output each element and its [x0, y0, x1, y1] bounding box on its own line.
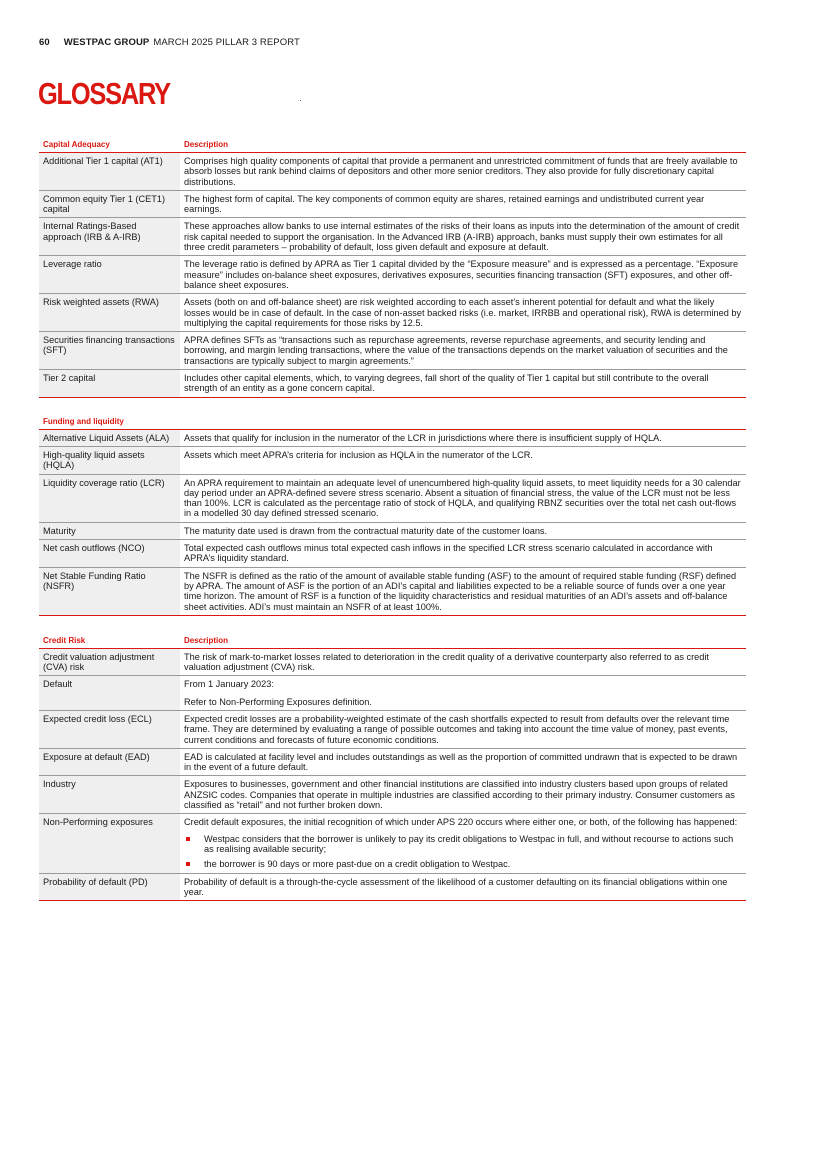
- funding-description-heading: [180, 413, 746, 430]
- capital-adequacy-table: [39, 136, 746, 398]
- table-row: [39, 814, 746, 873]
- capital-term-heading: Capital Adequacy: [39, 136, 180, 153]
- glossary-description: [180, 676, 746, 711]
- description-paragraph: These approaches allow banks to use internal estimates of the risks of their loans as inputs into the determination of the amount of credit risk capital needed to support the organisation. In the Advanced IRB (A-IRB) approach, banks must supply their own estimates for all three credit parameters – probability of default, loss given default and exposure at default.: [184, 221, 740, 253]
- description-paragraph: The maturity date used is drawn from the contractual maturity date of the customer loans.: [184, 525, 548, 536]
- credit-term-heading: Credit Risk: [39, 632, 180, 649]
- bullet-item: [184, 859, 742, 869]
- glossary-term: Leverage ratio: [39, 256, 180, 294]
- glossary-description: [180, 567, 746, 615]
- table-row: [39, 190, 746, 218]
- glossary-term: Industry: [39, 776, 180, 814]
- glossary-description: [180, 153, 746, 191]
- description-paragraph: Comprises high quality components of capital that provide a permanent and unrestricted commitment of funds that are freely available to absorb losses but rank behind claims of depositors and other more senior creditors. They also provide for fully discretionary capital distributions.: [184, 156, 738, 187]
- bullet-text: Westpac considers that the borrower is unlikely to pay its credit obligations to Westpac in full, and without recourse to actions such as realising available security;: [204, 833, 734, 854]
- table-row: [39, 676, 746, 711]
- glossary-description: [180, 218, 746, 256]
- table-row: [39, 710, 746, 748]
- glossary-description: [180, 294, 746, 332]
- glossary-description: [180, 429, 746, 446]
- funding-rows: [39, 429, 746, 615]
- capital-description-heading: Description: [180, 136, 746, 153]
- table-row: [39, 748, 746, 776]
- glossary-term: Net Stable Funding Ratio (NSFR): [39, 567, 180, 615]
- table-row: [39, 429, 746, 446]
- glossary-description: [180, 332, 746, 370]
- funding-liquidity-table: [39, 413, 746, 616]
- glossary-description: [180, 873, 746, 901]
- glossary-description: [180, 540, 746, 568]
- glossary-term: Expected credit loss (ECL): [39, 710, 180, 748]
- description-paragraph: Probability of default is a through-the-cycle assessment of the likelihood of a customer defaulting on its financial obligations within one year.: [184, 876, 728, 897]
- description-paragraph: Exposures to businesses, government and other financial institutions are classified into industry clusters based upon groups of related ANZSIC codes. Companies that operate in multiple industries are classified according to their primary industry. Consumer customers as classified as “retail” and not further broken down.: [184, 779, 735, 811]
- bullet-list: [184, 834, 742, 870]
- bullet-item: [184, 834, 742, 855]
- glossary-term: Liquidity coverage ratio (LCR): [39, 474, 180, 522]
- glossary-term: Default: [39, 676, 180, 711]
- glossary-description: [180, 474, 746, 522]
- description-paragraph: EAD is calculated at facility level and includes outstandings as well as the proportion of committed undrawn that is expected to be drawn in the event of a future default.: [184, 751, 738, 773]
- table-row: [39, 648, 746, 676]
- table-row: [39, 256, 746, 294]
- description-paragraph: The risk of mark-to-market losses related to deterioration in the credit quality of a derivative counterparty also referred to as credit valuation adjustment (CVA) risk.: [184, 651, 709, 673]
- page-title: GLOSSARY: [38, 76, 170, 111]
- glossary-description: [180, 748, 746, 776]
- table-row: [39, 776, 746, 814]
- credit-description-heading: Description: [180, 632, 746, 649]
- glossary-description: [180, 446, 746, 474]
- glossary-term: Common equity Tier 1 (CET1) capital: [39, 190, 180, 218]
- glossary-term: Non-Performing exposures: [39, 814, 180, 873]
- bullet-square-icon: [186, 837, 190, 841]
- glossary-term: Credit valuation adjustment (CVA) risk: [39, 648, 180, 676]
- capital-rows: [39, 153, 746, 398]
- description-paragraph: Includes other capital elements, which, to varying degrees, fall short of the quality of Tier 1 capital but still contribute to the overall strength of an entity as a gone concern capital.: [184, 373, 709, 394]
- table-row: [39, 873, 746, 901]
- glossary-description: [180, 522, 746, 539]
- glossary-description: [180, 814, 746, 873]
- glossary-term: Maturity: [39, 522, 180, 539]
- description-paragraph: From 1 January 2023:: [184, 679, 274, 690]
- description-paragraph: Refer to Non-Performing Exposures definition.: [184, 696, 372, 707]
- glossary-term: Exposure at default (EAD): [39, 748, 180, 776]
- glossary-description: [180, 190, 746, 218]
- table-row: [39, 474, 746, 522]
- glossary-description: [180, 256, 746, 294]
- glossary-term: Probability of default (PD): [39, 873, 180, 901]
- organization-name: WESTPAC GROUP: [63, 37, 150, 48]
- glossary-description: [180, 710, 746, 748]
- description-paragraph: The NSFR is defined as the ratio of the amount of available stable funding (ASF) to the amount of required stable funding (RSF) defined by APRA. The amount of ASF is the portion of an ADI’s capital and liabilities expected to be a reliable source of funds over a one year time horizon. The amount of RSF is a function of the liquidity characteristics and residual maturities of an ADI’s assets and off-balance sheet activities. ADI’s must maintain an NSFR of at least 100%.: [184, 570, 737, 612]
- description-paragraph: An APRA requirement to maintain an adequate level of unencumbered high-quality liquid assets, to meet liquidity needs for a 30 calendar day period under an APRA-defined severe stress scenario. Absent a situation of financial stress, the value of the LCR must not be less than 100%. LCR is calculated as the percentage ratio of stock of HQLA, and qualifying RBNZ securities over the total net cash out-flows in a modelled 30 day defined stressed scenario.: [184, 477, 741, 519]
- table-row: [39, 540, 746, 568]
- glossary-description: [180, 776, 746, 814]
- glossary-term: Net cash outflows (NCO): [39, 540, 180, 568]
- description-paragraph: The highest form of capital. The key components of common equity are shares, retained earnings and undistributed current year earnings.: [184, 193, 705, 215]
- glossary-term: Alternative Liquid Assets (ALA): [39, 429, 180, 446]
- credit-rows: [39, 648, 746, 900]
- description-paragraph: APRA defines SFTs as “transactions such as repurchase agreements, reverse repurchase agreements, and security lending and borrowing, and margin lending transactions, where the value of the transactions depends on the market valuation of securities and the transactions are typically subject to margin agreements.”: [184, 335, 728, 366]
- table-row: [39, 153, 746, 191]
- description-paragraph: Credit default exposures, the initial recognition of which under APS 220 occurs where either one, or both, of the following has happened:: [184, 817, 738, 828]
- report-name: MARCH 2025 PILLAR 3 REPORT: [153, 37, 300, 48]
- glossary-term: Securities financing transactions (SFT): [39, 332, 180, 370]
- glossary-term: Additional Tier 1 capital (AT1): [39, 153, 180, 191]
- table-row: [39, 370, 746, 398]
- description-paragraph: The leverage ratio is defined by APRA as Tier 1 capital divided by the “Exposure measure” and is expressed as a percentage. “Exposure measure” includes on-balance sheet exposures, derivatives exposures, securities financing transaction (SFT) exposures, and other off-balance sheet exposures.: [184, 259, 739, 290]
- glossary-tables: [39, 136, 746, 901]
- glossary-term: High-quality liquid assets (HQLA): [39, 446, 180, 474]
- description-paragraph: Assets that qualify for inclusion in the numerator of the LCR in jurisdictions where there is insufficient supply of HQLA.: [184, 432, 662, 443]
- glossary-term: Risk weighted assets (RWA): [39, 294, 180, 332]
- page-header: [39, 37, 300, 48]
- page-number: 60: [39, 37, 50, 48]
- table-row: [39, 522, 746, 539]
- glossary-term: Tier 2 capital: [39, 370, 180, 398]
- table-row: [39, 446, 746, 474]
- description-paragraph: Assets which meet APRA’s criteria for inclusion as HQLA in the numerator of the LCR.: [184, 449, 533, 460]
- table-row: [39, 294, 746, 332]
- glossary-term: Internal Ratings-Based approach (IRB & A-IRB): [39, 218, 180, 256]
- glossary-description: [180, 370, 746, 398]
- description-paragraph: Expected credit losses are a probability-weighted estimate of the cash shortfalls expected to result from defaults over the relevant time frame. They are determined by evaluating a range of possible outcomes and taking into account the time value of money, past events, current conditions and forecasts of future economic conditions.: [184, 713, 730, 745]
- description-paragraph: Total expected cash outflows minus total expected cash inflows in the specified LCR stress scenario calculated in accordance with APRA’s liquidity standard.: [184, 543, 713, 564]
- glossary-description: [180, 648, 746, 676]
- table-row: [39, 218, 746, 256]
- funding-term-heading: Funding and liquidity: [39, 413, 180, 430]
- bullet-text: the borrower is 90 days or more past-due on a credit obligation to Westpac.: [204, 859, 511, 870]
- stray-dot: [300, 100, 301, 101]
- table-row: [39, 567, 746, 615]
- credit-risk-table: [39, 632, 746, 901]
- description-paragraph: Assets (both on and off-balance sheet) are risk weighted according to each asset’s inherent potential for default and what the likely losses would be in case of default. In the case of non-asset backed risks (i.e. market, IRRBB and operational risk), RWA is determined by multiplying the capital requirements for those risks by 12.5.: [184, 297, 742, 328]
- table-row: [39, 332, 746, 370]
- bullet-square-icon: [186, 862, 190, 866]
